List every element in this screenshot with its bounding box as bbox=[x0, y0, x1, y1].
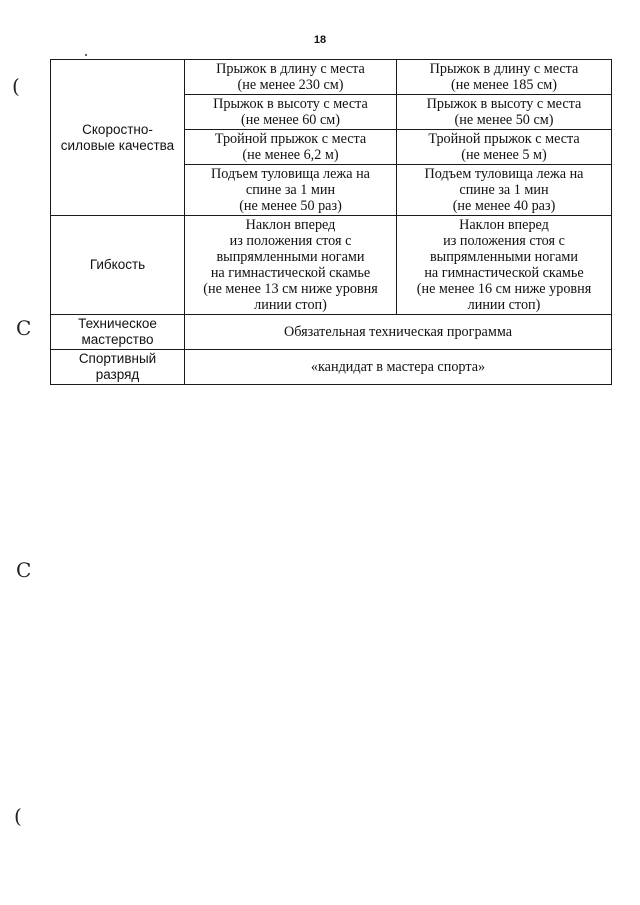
technical-program-cell: Обязательная техническая программа bbox=[185, 315, 612, 350]
norm-cell: Прыжок в высоту с места (не менее 60 см) bbox=[185, 95, 397, 130]
punch-hole-mark: C bbox=[16, 316, 32, 340]
category-cell: Спортивный разряд bbox=[51, 350, 185, 385]
norm-cell: Подъем туловища лежа на спине за 1 мин (не менее 50 раз) bbox=[185, 165, 397, 216]
page-number: 18 bbox=[313, 34, 327, 46]
norm-cell: Прыжок в длину с места (не менее 230 см) bbox=[185, 60, 397, 95]
punch-hole-mark: ( bbox=[12, 74, 20, 98]
norm-cell: Подъем туловища лежа на спине за 1 мин (не менее 40 раз) bbox=[397, 165, 612, 216]
norm-cell: Прыжок в высоту с места (не менее 50 см) bbox=[397, 95, 612, 130]
norm-cell: Наклон вперед из положения стоя с выпрямленными ногами на гимнастической скамье (не менее 13 см ниже уровня линии стоп) bbox=[185, 216, 397, 315]
category-cell: Техническое мастерство bbox=[51, 315, 185, 350]
punch-hole-mark: C bbox=[16, 558, 32, 582]
table-row bbox=[51, 315, 612, 350]
norm-cell: Прыжок в длину с места (не менее 185 см) bbox=[397, 60, 612, 95]
table-row bbox=[51, 216, 612, 315]
sports-rank-cell: «кандидат в мастера спорта» bbox=[185, 350, 612, 385]
scan-speck bbox=[85, 54, 87, 56]
category-cell: Гибкость bbox=[51, 216, 185, 315]
norm-cell: Тройной прыжок с места (не менее 5 м) bbox=[397, 130, 612, 165]
punch-hole-mark: ( bbox=[14, 804, 22, 828]
norm-cell: Наклон вперед из положения стоя с выпрямленными ногами на гимнастической скамье (не менее 16 см ниже уровня линии стоп) bbox=[397, 216, 612, 315]
table-row bbox=[51, 350, 612, 385]
category-cell: Скоростно- силовые качества bbox=[51, 60, 185, 216]
table-row bbox=[51, 60, 612, 95]
norm-cell: Тройной прыжок с места (не менее 6,2 м) bbox=[185, 130, 397, 165]
standards-table bbox=[50, 59, 612, 385]
